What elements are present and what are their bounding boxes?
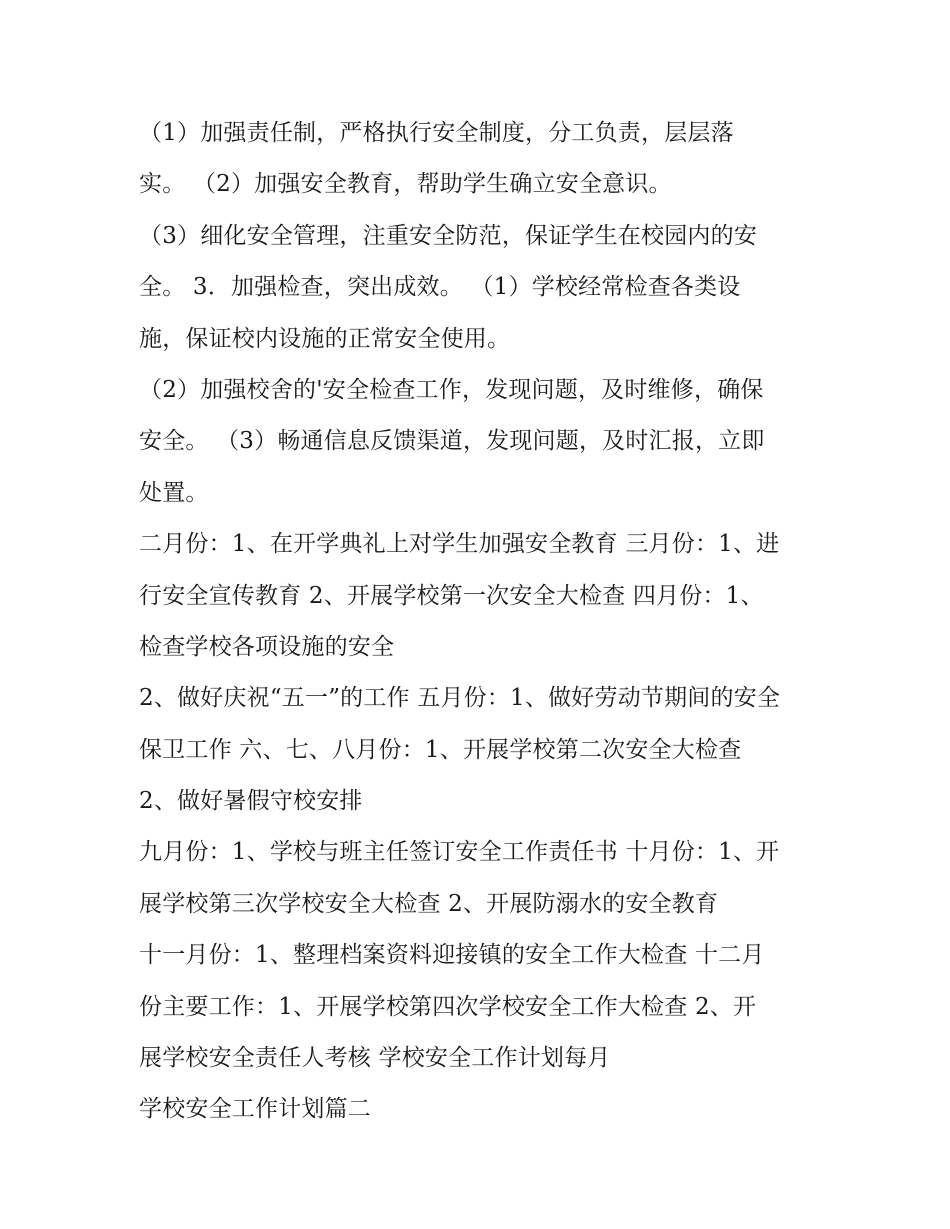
- text-line: 九月份：1、学校与班主任签订安全工作责任书 十月份：1、开: [139, 839, 780, 866]
- text-line: 份主要工作：1、开展学校第四次学校安全工作大检查 2、开: [139, 993, 757, 1020]
- text-line: 2、做好庆祝“五一”的工作 五月份：1、做好劳动节期间的安全: [139, 685, 781, 712]
- text-line: 安全。 （3）畅通信息反馈渠道，发现问题，及时汇报，立即: [139, 428, 765, 455]
- text-line: 处置。: [139, 479, 209, 506]
- text-line: 实。 （2）加强安全教育，帮助学生确立安全意识。: [139, 171, 672, 198]
- text-line: 保卫工作 六、七、八月份：1、开展学校第二次安全大检查: [139, 736, 742, 763]
- text-line: 展学校安全责任人考核 学校安全工作计划每月: [139, 1045, 611, 1072]
- section-heading: 学校安全工作计划篇二: [139, 1096, 371, 1123]
- text-line: 行安全宣传教育 2、开展学校第一次安全大检查 四月份：1、: [139, 582, 764, 609]
- text-line: 施，保证校内设施的正常安全使用。: [139, 325, 511, 352]
- text-line: 2、做好暑假守校安排: [139, 788, 363, 815]
- text-line: （2）加强校舍的'安全检查工作，发现问题，及时维修，确保: [139, 376, 764, 403]
- text-line: （1）加强责任制，严格执行安全制度，分工负责，层层落: [139, 120, 734, 146]
- text-line: 二月份：1、在开学典礼上对学生加强安全教育 三月份：1、进: [139, 531, 780, 558]
- text-line: （3）细化安全管理，注重安全防范，保证学生在校园内的安: [139, 222, 758, 249]
- text-line: 十一月份：1、整理档案资料迎接镇的安全工作大检查 十二月: [139, 942, 765, 969]
- text-line: 展学校第三次学校安全大检查 2、开展防溺水的安全教育: [139, 890, 719, 917]
- text-line: 检查学校各项设施的安全: [139, 633, 395, 660]
- text-line: 全。 3．加强检查，突出成效。 （1）学校经常检查各类设: [139, 274, 741, 301]
- document-body: [139, 108, 829, 1136]
